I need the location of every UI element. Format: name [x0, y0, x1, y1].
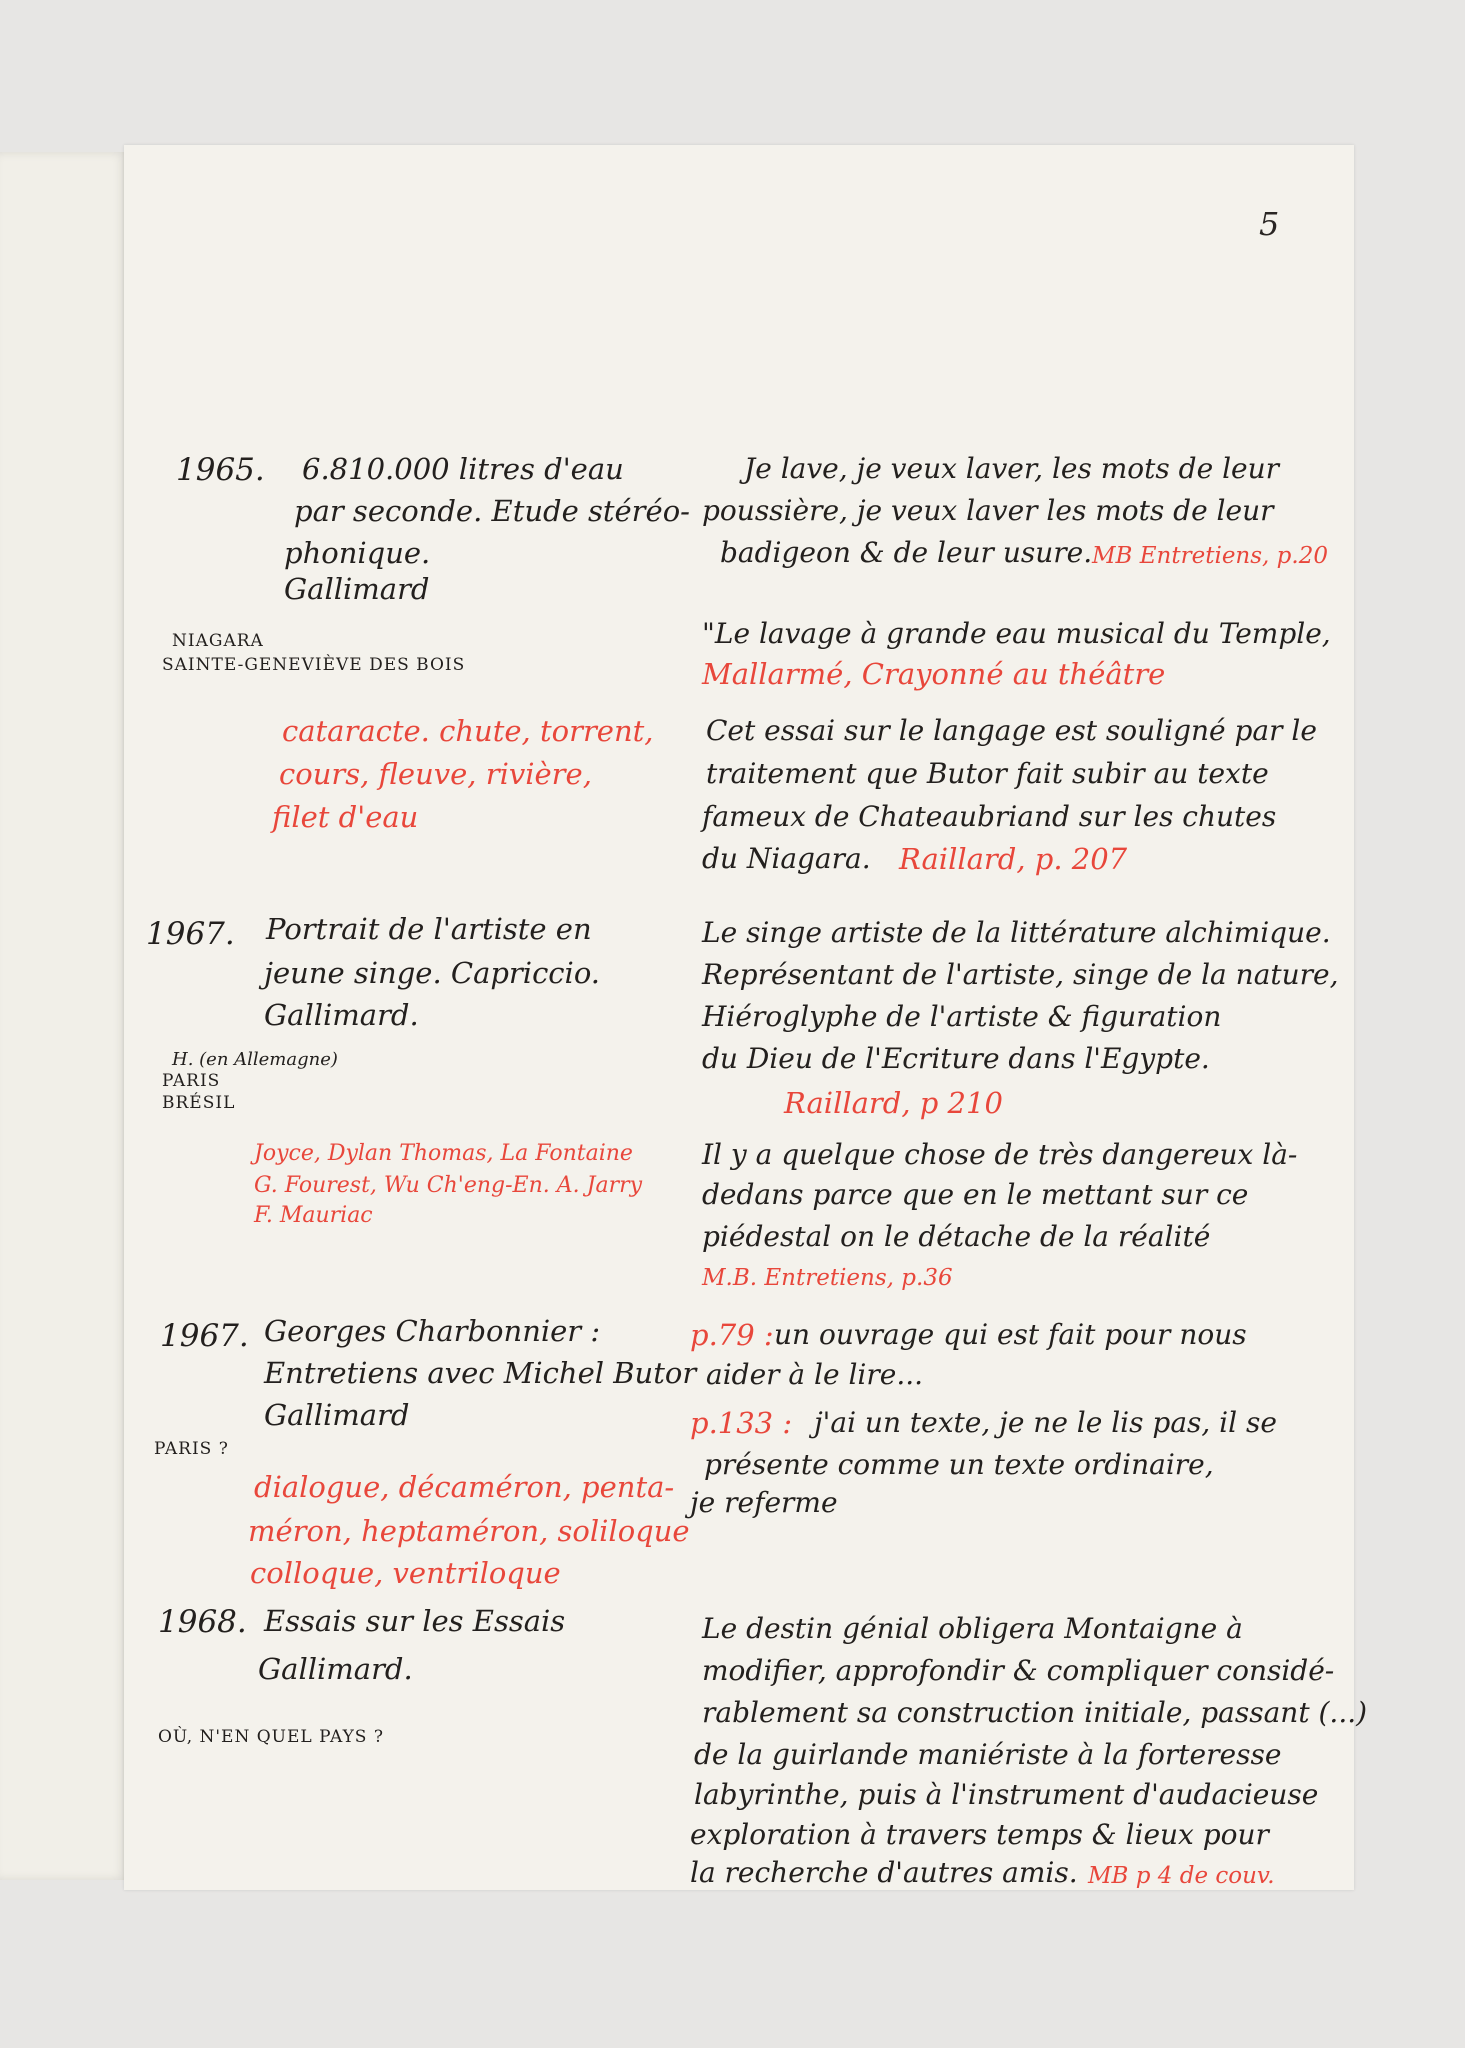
entry-1967-portrait-publisher: Gallimard.: [264, 998, 419, 1032]
entry-1967-portrait-place: H. (en Allemagne): [172, 1049, 338, 1070]
entry-1968-quote-line: de la guirlande maniériste à la forteresse: [694, 1738, 1282, 1771]
entry-1967-charbonnier-ref: p.133 :: [690, 1406, 793, 1440]
entry-1965-quote-line: traitement que Butor fait subir au texte: [706, 757, 1269, 790]
entry-1967-portrait-keywords: G. Fourest, Wu Ch'eng-En. A. Jarry: [254, 1173, 643, 1198]
entry-1967-portrait-title-line: Portrait de l'artiste en: [266, 912, 592, 946]
entry-1968-quote-line: modifier, approfondir & compliquer considé-: [702, 1654, 1335, 1687]
entry-1968-quote-line: rablement sa construction initiale, passant (...): [702, 1696, 1368, 1729]
entry-1967-charbonnier-year: 1967.: [160, 1318, 249, 1354]
entry-1965-keywords: cataracte. chute, torrent,: [282, 714, 654, 748]
page-number: 5: [1259, 205, 1280, 243]
entry-1967-portrait-quote-source: M.B. Entretiens, p.36: [702, 1265, 953, 1291]
entry-1967-charbonnier-title-line: Entretiens avec Michel Butor: [264, 1356, 697, 1390]
entry-1968-quote-source: MB p 4 de couv.: [1088, 1863, 1275, 1889]
entry-1965-keywords: cours, fleuve, rivière,: [279, 757, 592, 791]
entry-1965-place: NIAGARA: [172, 631, 264, 651]
notebook-page: [124, 145, 1368, 1890]
entry-1967-charbonnier-quote-line: un ouvrage qui est fait pour nous: [774, 1318, 1247, 1351]
entry-1967-portrait-quote-line: dedans parce que en le mettant sur ce: [702, 1178, 1249, 1211]
entry-1968-publisher: Gallimard.: [258, 1652, 413, 1686]
entry-1965-quote-source: Mallarmé, Crayonné au théâtre: [702, 657, 1166, 691]
entry-1968-title-line: Essais sur les Essais: [264, 1604, 566, 1638]
entry-1965-quote-line: Cet essai sur le langage est souligné par le: [706, 714, 1317, 747]
entry-1968-quote-line: Le destin génial obligera Montaigne à: [702, 1612, 1243, 1645]
entry-1967-portrait-quote-line: piédestal on le détache de la réalité: [702, 1220, 1211, 1253]
entry-1967-charbonnier-quote-line: aider à le lire...: [706, 1358, 924, 1391]
entry-1965-quote-line: Je lave, je veux laver, les mots de leur: [744, 452, 1280, 485]
entry-1965-quote-source: MB Entretiens, p.20: [1092, 543, 1328, 569]
entry-1968-quote-line: la recherche d'autres amis.: [690, 1856, 1078, 1889]
entry-1967-charbonnier-ref: p.79 :: [690, 1318, 774, 1352]
entry-1967-charbonnier-keywords: dialogue, décaméron, penta-: [254, 1470, 675, 1504]
entry-1965-quote-line: fameux de Chateaubriand sur les chutes: [702, 800, 1277, 833]
entry-1967-portrait-quote-line: Représentant de l'artiste, singe de la nature,: [702, 958, 1339, 991]
entry-1967-charbonnier-place: PARIS ?: [154, 1439, 229, 1459]
entry-1968-quote-line: exploration à travers temps & lieux pour: [690, 1818, 1269, 1851]
entry-1965-quote-line: badigeon & de leur usure.: [720, 536, 1093, 569]
entry-1967-charbonnier-quote-line: présente comme un texte ordinaire,: [704, 1448, 1214, 1481]
entry-1965-keywords: filet d'eau: [272, 800, 419, 834]
entry-1965-title-line: par seconde. Etude stéréo-: [294, 494, 690, 528]
entry-1965-place: SAINTE-GENEVIÈVE DES BOIS: [162, 655, 466, 675]
entry-1967-portrait-keywords: F. Mauriac: [254, 1203, 373, 1228]
entry-1967-portrait-place: PARIS: [162, 1071, 221, 1091]
entry-1967-portrait-quote-line: Le singe artiste de la littérature alchimique.: [702, 916, 1331, 949]
entry-1968-year: 1968.: [158, 1604, 247, 1640]
entry-1965-quote-line: poussière, je veux laver les mots de leur: [702, 494, 1274, 527]
previous-page-edge: [0, 152, 128, 1880]
entry-1965-quote-line: "Le lavage à grande eau musical du Temple,: [702, 617, 1331, 650]
entry-1967-portrait-quote-line: Hiéroglyphe de l'artiste & figuration: [702, 1000, 1222, 1033]
entry-1965-year: 1965.: [176, 452, 265, 488]
entry-1965-title-line: phonique.: [284, 536, 431, 570]
entry-1967-charbonnier-keywords: méron, heptaméron, soliloque: [248, 1514, 690, 1548]
entry-1967-charbonnier-quote-line: j'ai un texte, je ne le lis pas, il se: [814, 1406, 1277, 1439]
entry-1967-portrait-quote-line: du Dieu de l'Ecriture dans l'Egypte.: [702, 1042, 1210, 1075]
entry-1967-portrait-quote-line: Il y a quelque chose de très dangereux là-: [702, 1138, 1298, 1171]
entry-1967-portrait-quote-source: Raillard, p 210: [784, 1086, 1003, 1120]
entry-1967-portrait-year: 1967.: [146, 916, 235, 952]
entry-1967-charbonnier-keywords: colloque, ventriloque: [250, 1556, 561, 1590]
entry-1967-charbonnier-title-line: Georges Charbonnier :: [264, 1314, 601, 1348]
entry-1965-quote-source: Raillard, p. 207: [899, 842, 1128, 876]
entry-1967-portrait-keywords: Joyce, Dylan Thomas, La Fontaine: [254, 1141, 633, 1166]
entry-1967-charbonnier-publisher: Gallimard: [264, 1398, 410, 1432]
entry-1967-portrait-place: BRÉSIL: [162, 1093, 236, 1113]
entry-1967-portrait-title-line: jeune singe. Capriccio.: [264, 956, 600, 990]
entry-1965-title-line: 6.810.000 litres d'eau: [302, 452, 624, 486]
entry-1968-place: OÙ, N'EN QUEL PAYS ?: [158, 1727, 384, 1747]
entry-1967-charbonnier-quote-line: je referme: [690, 1486, 838, 1519]
entry-1965-publisher: Gallimard: [284, 572, 430, 606]
entry-1968-quote-line: labyrinthe, puis à l'instrument d'audacieuse: [694, 1778, 1319, 1811]
entry-1965-quote-line: du Niagara.: [702, 842, 871, 875]
